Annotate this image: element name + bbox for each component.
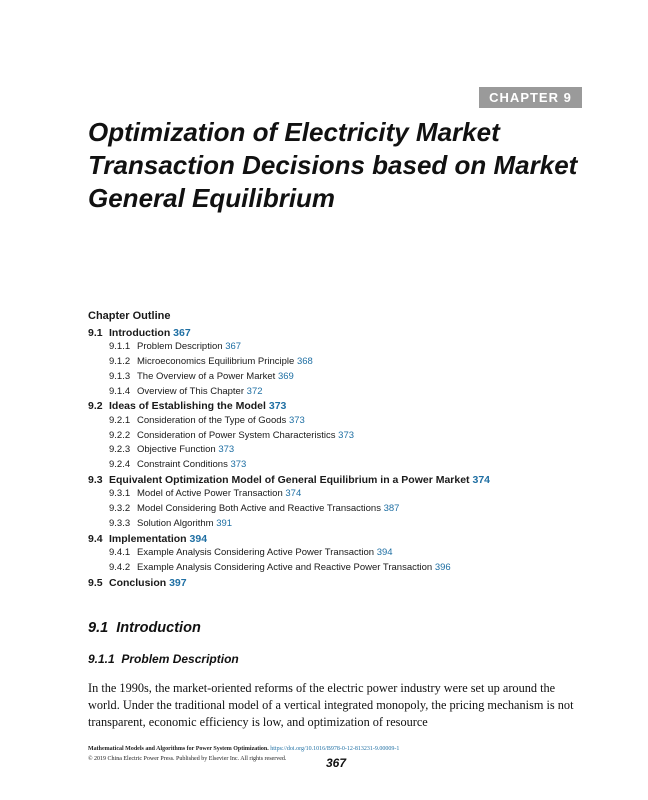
toc-subsection-entry[interactable] — [88, 429, 608, 444]
toc-page-link[interactable]: 373 — [288, 414, 305, 426]
subsection-number: 9.1.1 — [88, 652, 115, 666]
subsection-title: Problem Description — [121, 652, 239, 666]
toc-section-entry[interactable] — [88, 326, 608, 341]
toc-subsection-entry[interactable] — [88, 502, 608, 517]
toc-page-link[interactable]: 396 — [434, 561, 451, 573]
footer-book-title: Mathematical Models and Algorithms for Power System Optimization. — [88, 746, 269, 752]
page-footer — [88, 744, 548, 764]
toc-entry-number: 9.3.3 — [109, 517, 131, 529]
toc-page-link[interactable]: 394 — [189, 532, 208, 545]
toc-entry-title: Consideration of Power System Characteristics — [137, 429, 336, 441]
toc-page-link[interactable]: 373 — [268, 400, 287, 413]
toc-entry-number: 9.4.1 — [109, 547, 131, 559]
toc-entry-title: Consideration of the Type of Goods — [137, 414, 287, 426]
toc-section-entry[interactable] — [88, 576, 608, 591]
toc-subsection-entry[interactable] — [88, 546, 608, 561]
toc-entry-title: Objective Function — [137, 444, 216, 456]
title-line: Transaction Decisions based on Market — [88, 150, 578, 180]
chapter-label: CHAPTER 9 — [479, 87, 582, 108]
toc-subsection-entry[interactable] — [88, 385, 608, 400]
subsection-heading — [88, 652, 239, 666]
toc-entry-title: Ideas of Establishing the Model — [109, 400, 266, 413]
footer-doi-link[interactable]: https://doi.org/10.1016/B978-0-12-813231-9.00009-1 — [270, 746, 400, 752]
toc-subsection-entry[interactable] — [88, 340, 608, 355]
toc-entry-number: 9.3.1 — [109, 488, 131, 500]
chapter-title — [88, 116, 608, 215]
toc-entry-title: Solution Algorithm — [137, 517, 214, 529]
toc-section-entry[interactable] — [88, 532, 608, 547]
toc-subsection-entry[interactable] — [88, 414, 608, 429]
toc-subsection-entry[interactable] — [88, 443, 608, 458]
toc-page-link[interactable]: 367 — [173, 326, 191, 339]
toc-page-link[interactable]: 368 — [296, 356, 313, 368]
toc-page-link[interactable]: 374 — [472, 473, 491, 486]
page-number: 367 — [326, 756, 347, 770]
toc-entry-number: 9.1.4 — [109, 385, 131, 397]
toc-entry-number: 9.1.1 — [109, 341, 131, 353]
toc-section-entry[interactable] — [88, 399, 608, 414]
toc-entry-number: 9.2.4 — [109, 459, 131, 471]
toc-subsection-entry[interactable] — [88, 370, 608, 385]
outline-heading: Chapter Outline — [88, 310, 171, 322]
toc-page-link[interactable]: 369 — [277, 370, 294, 382]
toc-entry-title: Implementation — [109, 532, 187, 545]
toc-entry-number: 9.4 — [88, 532, 103, 545]
title-line: General Equilibrium — [88, 183, 336, 213]
toc-page-link[interactable]: 397 — [169, 576, 187, 589]
toc-entry-title: Conclusion — [109, 576, 167, 589]
section-number: 9.1 — [88, 620, 109, 636]
toc-entry-title: Microeconomics Equilibrium Principle — [137, 356, 295, 368]
toc-entry-title: Model Considering Both Active and Reactive Transactions — [137, 503, 381, 515]
toc-entry-number: 9.4.2 — [109, 561, 131, 573]
toc-entry-number: 9.5 — [88, 576, 103, 589]
toc-page-link[interactable]: 374 — [285, 488, 302, 500]
toc-entry-number: 9.2.2 — [109, 429, 131, 441]
chapter-outline — [88, 309, 608, 590]
toc-page-link[interactable]: 394 — [376, 547, 393, 559]
toc-subsection-entry[interactable] — [88, 561, 608, 576]
toc-entry-title: Overview of This Chapter — [137, 385, 245, 397]
toc-entry-title: Equivalent Optimization Model of General Equilibrium in a Power Market — [109, 473, 470, 486]
toc-page-link[interactable]: 387 — [383, 503, 400, 515]
toc-page-link[interactable]: 367 — [225, 341, 242, 353]
toc-entry-number: 9.2.1 — [109, 414, 131, 426]
toc-page-link[interactable]: 373 — [338, 429, 355, 441]
toc-subsection-entry[interactable] — [88, 458, 608, 473]
toc-page-link[interactable]: 373 — [230, 459, 247, 471]
toc-page-link[interactable]: 373 — [218, 444, 235, 456]
toc-entry-number: 9.2 — [88, 400, 103, 413]
toc-page-link[interactable]: 391 — [216, 517, 233, 529]
toc-list — [88, 326, 608, 591]
footer-copyright: © 2019 China Electric Power Press. Published by Elsevier Inc. All rights reserved. — [88, 756, 287, 762]
toc-entry-title: Model of Active Power Transaction — [137, 488, 283, 500]
toc-entry-title: Introduction — [109, 326, 171, 339]
toc-entry-title: Example Analysis Considering Active and Reactive Power Transaction — [137, 561, 433, 573]
section-heading — [88, 620, 201, 636]
toc-entry-title: The Overview of a Power Market — [137, 370, 276, 382]
toc-entry-number: 9.3.2 — [109, 503, 131, 515]
body-paragraph: In the 1990s, the market-oriented reforms of the electric power industry were set up around the world. Under the traditional model of a vertical integrated monopoly, the pricing mechanism is not transparent, economic efficiency is low, and optimization of resource — [88, 681, 574, 729]
toc-entry-title: Constraint Conditions — [137, 459, 228, 471]
toc-subsection-entry[interactable] — [88, 487, 608, 502]
toc-entry-number: 9.3 — [88, 473, 103, 486]
toc-page-link[interactable]: 372 — [246, 385, 263, 397]
section-title: Introduction — [116, 620, 201, 636]
toc-subsection-entry[interactable] — [88, 355, 608, 370]
toc-section-entry[interactable] — [88, 473, 608, 488]
toc-subsection-entry[interactable] — [88, 517, 608, 532]
toc-entry-number: 9.1 — [88, 326, 103, 339]
toc-entry-title: Problem Description — [137, 341, 223, 353]
toc-entry-title: Example Analysis Considering Active Power Transaction — [137, 547, 375, 559]
toc-entry-number: 9.2.3 — [109, 444, 131, 456]
toc-entry-number: 9.1.2 — [109, 356, 131, 368]
title-line: Optimization of Electricity Market — [88, 117, 500, 147]
toc-entry-number: 9.1.3 — [109, 370, 131, 382]
